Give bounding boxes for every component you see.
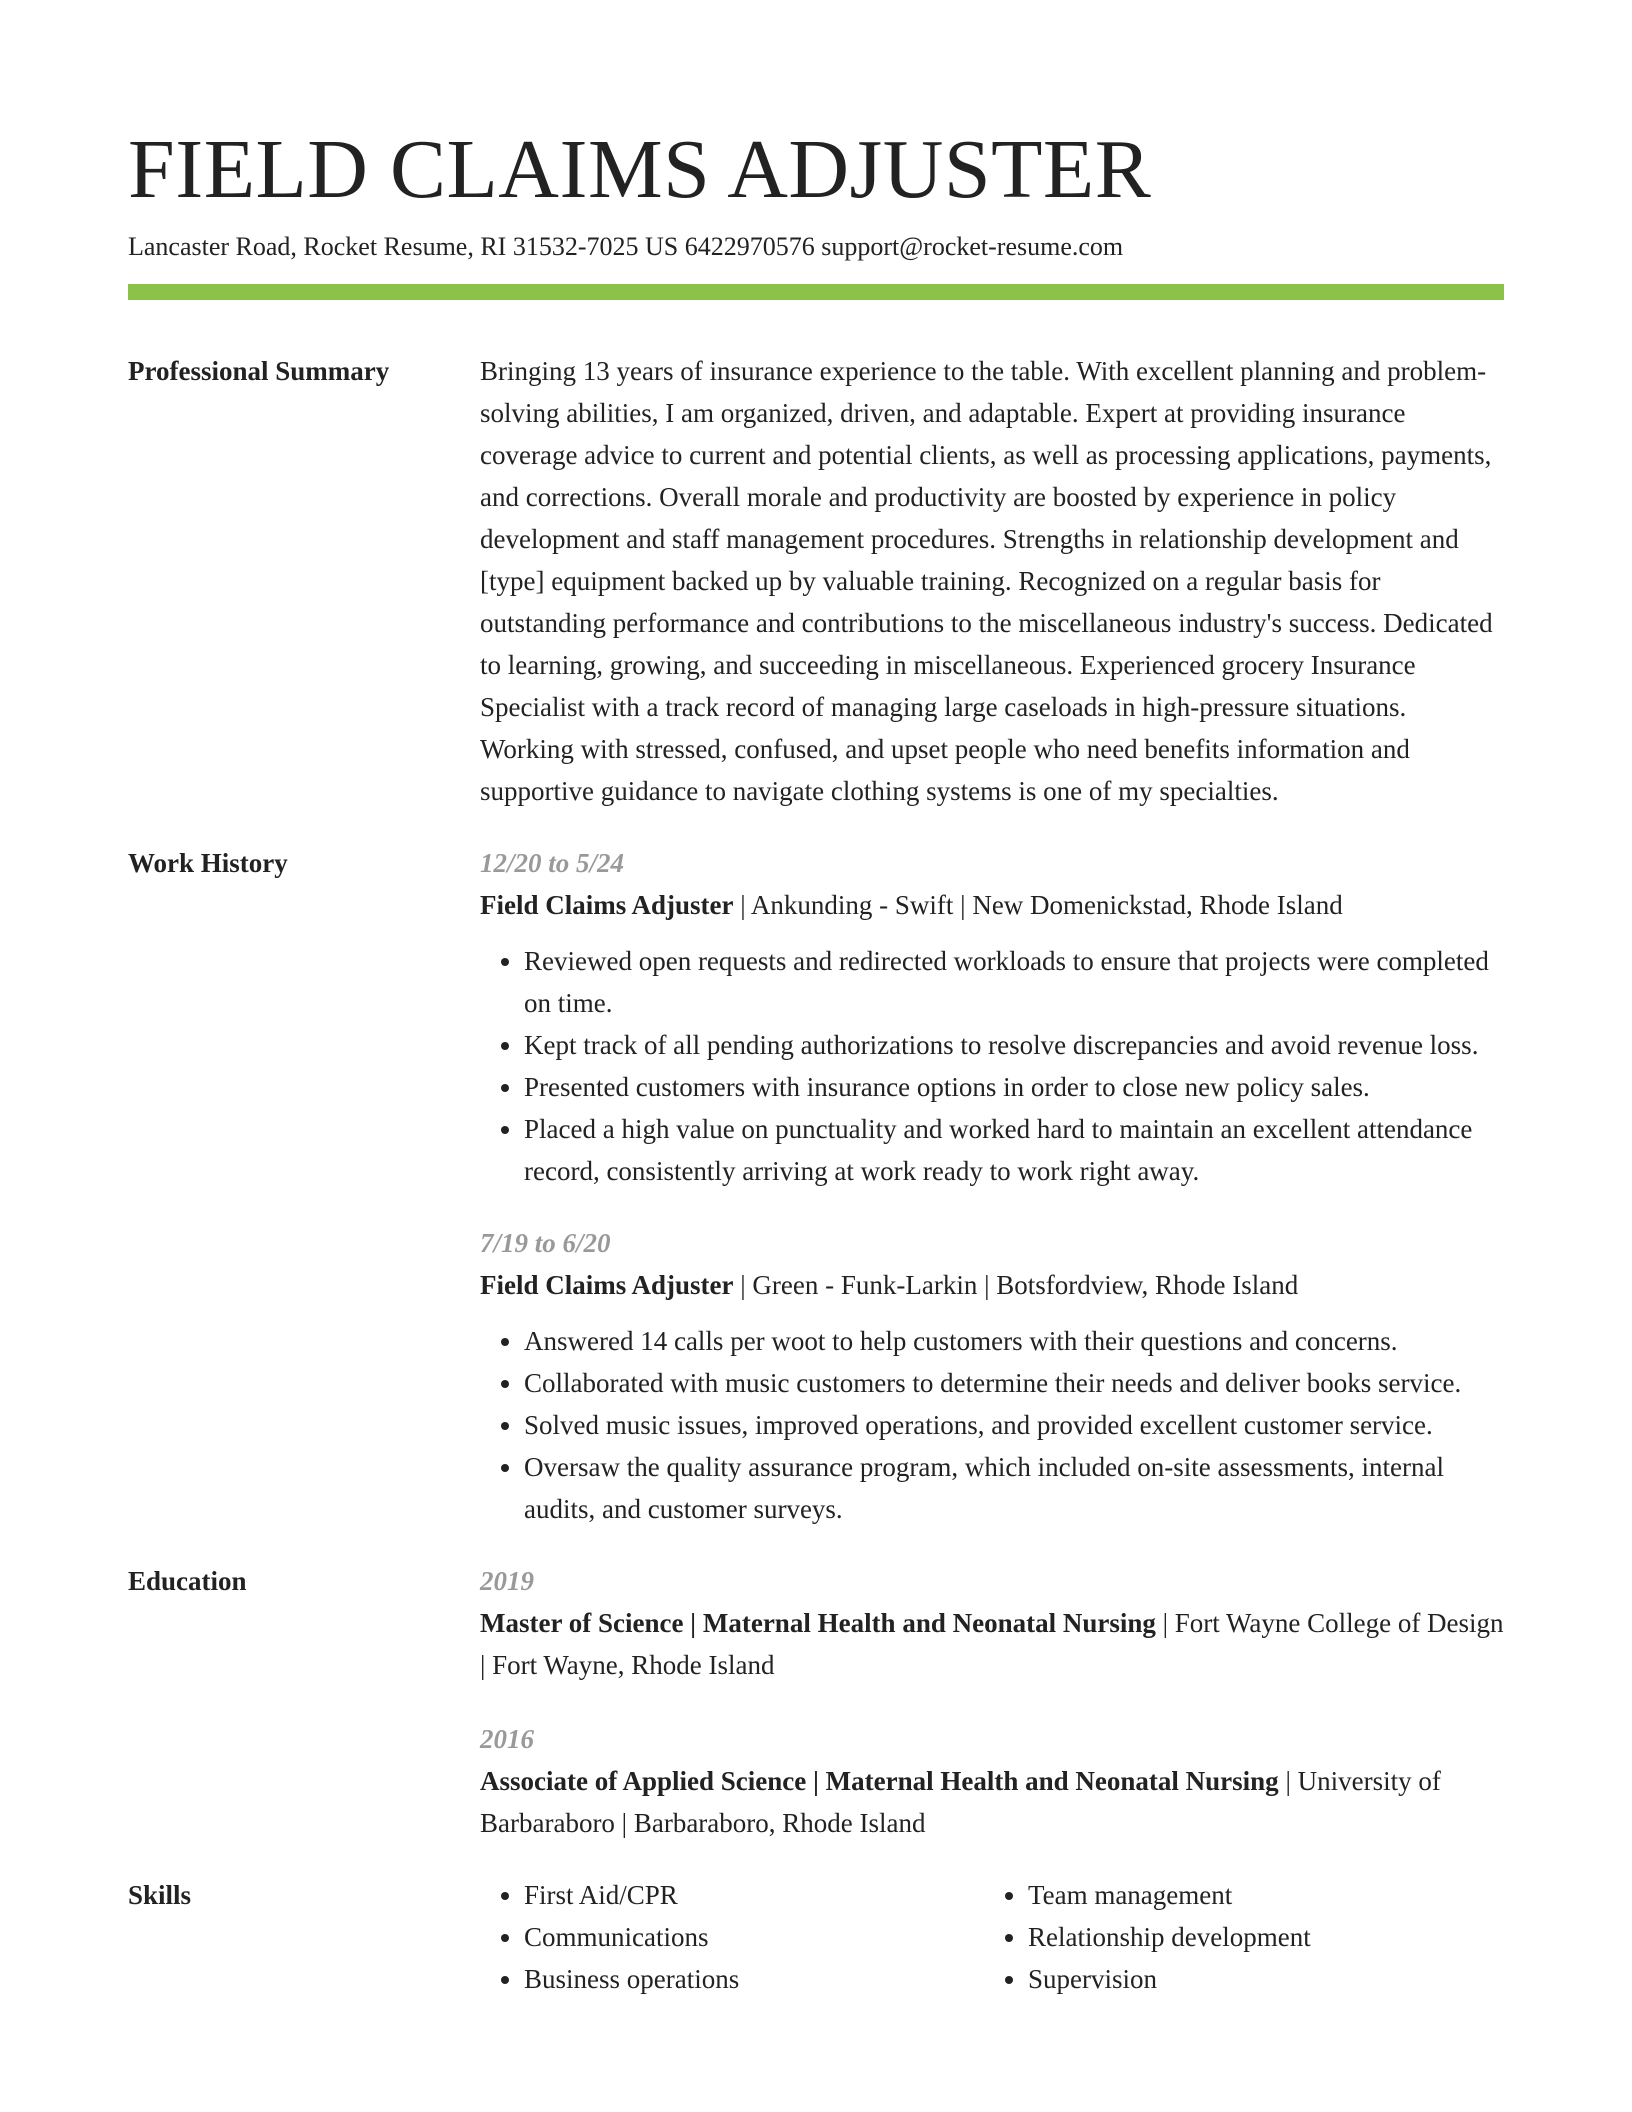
job-dates: 7/19 to 6/20 xyxy=(480,1228,611,1258)
resume-name: FIELD CLAIMS ADJUSTER xyxy=(128,123,1152,216)
section-title-education: Education xyxy=(128,1566,247,1596)
job-bullet: • Oversaw the quality assurance program, which included on-site assessments, internal audits, and customer surveys. xyxy=(524,1446,1504,1530)
contact-phone: 6422970576 xyxy=(684,232,815,261)
job-heading xyxy=(480,884,1504,926)
job-dates: 12/20 to 5/24 xyxy=(480,848,625,878)
skills-body xyxy=(480,1874,1504,2000)
education-section xyxy=(128,1560,1504,1844)
summary-section xyxy=(128,350,1504,812)
summary-text: Bringing 13 years of insurance experience to the table. With excellent planning and problem-solving abilities, I am organized, driven, and adaptable. Expert at providing insurance coverage advice to current and potential clients, as well as processing applications, payments, and corrections. Overall morale and productivity are boosted by experience in policy development and staff management procedures. Strengths in relationship development and [type] equipment backed up by valuable training. Recognized on a regular basis for outstanding performance and contributions to the miscellaneous industry's success. Dedicated to learning, growing, and succeeding in miscellaneous. Experienced grocery Insurance Specialist with a track record of managing large caseloads in high-pressure situations. Working with stressed, confused, and upset people who need benefits information and supportive guidance to navigate clothing systems is one of my specialties. xyxy=(480,356,1493,806)
job-bullets xyxy=(480,940,1504,1192)
work-history-body xyxy=(480,842,1504,1530)
section-title-work: Work History xyxy=(128,848,288,878)
education-entry xyxy=(480,1560,1504,1686)
section-title-summary: Professional Summary xyxy=(128,356,390,386)
job-bullet: • Solved music issues, improved operations, and provided excellent customer service. xyxy=(524,1404,1504,1446)
education-heading xyxy=(480,1760,1504,1844)
job-bullet: • Reviewed open requests and redirected workloads to ensure that projects were completed on time. xyxy=(524,940,1504,1024)
education-entry xyxy=(480,1718,1504,1844)
education-body xyxy=(480,1560,1504,1844)
job-entry xyxy=(480,1222,1504,1530)
contact-address: Lancaster Road, Rocket Resume, RI 31532-7025 US xyxy=(128,232,679,261)
job-bullet: • Placed a high value on punctuality and worked hard to maintain an excellent attendance record, consistently arriving at work ready to work right away. xyxy=(524,1108,1504,1192)
skills-grid xyxy=(480,1874,1504,2000)
job-details: | Green - Funk-Larkin | Botsfordview, Rhode Island xyxy=(733,1270,1299,1300)
resume-page xyxy=(128,118,1504,2000)
job-title: Field Claims Adjuster xyxy=(480,1270,734,1300)
skill-item: • Supervision xyxy=(1028,1958,1548,2000)
education-degree: Associate of Applied Science | Maternal Health and Neonatal Nursing xyxy=(480,1766,1279,1796)
education-year: 2019 xyxy=(480,1566,534,1596)
skill-item: • Relationship development xyxy=(1028,1916,1548,1958)
job-bullet: • Collaborated with music customers to determine their needs and deliver books service. xyxy=(524,1362,1504,1404)
section-title-skills: Skills xyxy=(128,1880,192,1910)
skill-item: • First Aid/CPR xyxy=(524,1874,984,1916)
education-details: | University of Barbaraboro | Barbaraboro, Rhode Island xyxy=(480,1766,1441,1838)
education-heading xyxy=(480,1602,1504,1686)
job-title: Field Claims Adjuster xyxy=(480,890,734,920)
skills-column-right xyxy=(984,1874,1548,2000)
job-details: | Ankunding - Swift | New Domenickstad, Rhode Island xyxy=(733,890,1343,920)
job-bullet: • Presented customers with insurance options in order to close new policy sales. xyxy=(524,1066,1504,1108)
job-entry xyxy=(480,842,1504,1192)
contact-line xyxy=(128,230,1504,264)
job-bullet: • Answered 14 calls per woot to help customers with their questions and concerns. xyxy=(524,1320,1504,1362)
work-history-section xyxy=(128,842,1504,1530)
skills-section xyxy=(128,1874,1504,2000)
skill-item: • Communications xyxy=(524,1916,984,1958)
job-bullet: • Kept track of all pending authorizations to resolve discrepancies and avoid revenue loss. xyxy=(524,1024,1504,1066)
skill-item: • Team management xyxy=(1028,1874,1548,1916)
skill-item: • Business operations xyxy=(524,1958,984,2000)
accent-divider xyxy=(128,284,1504,300)
education-year: 2016 xyxy=(480,1724,534,1754)
job-bullets xyxy=(480,1320,1504,1530)
contact-email: support@rocket-resume.com xyxy=(821,232,1124,261)
job-heading xyxy=(480,1264,1504,1306)
education-details: | Fort Wayne College of Design | Fort Wayne, Rhode Island xyxy=(480,1608,1504,1680)
education-degree: Master of Science | Maternal Health and Neonatal Nursing xyxy=(480,1608,1156,1638)
skills-column-left xyxy=(480,1874,984,2000)
